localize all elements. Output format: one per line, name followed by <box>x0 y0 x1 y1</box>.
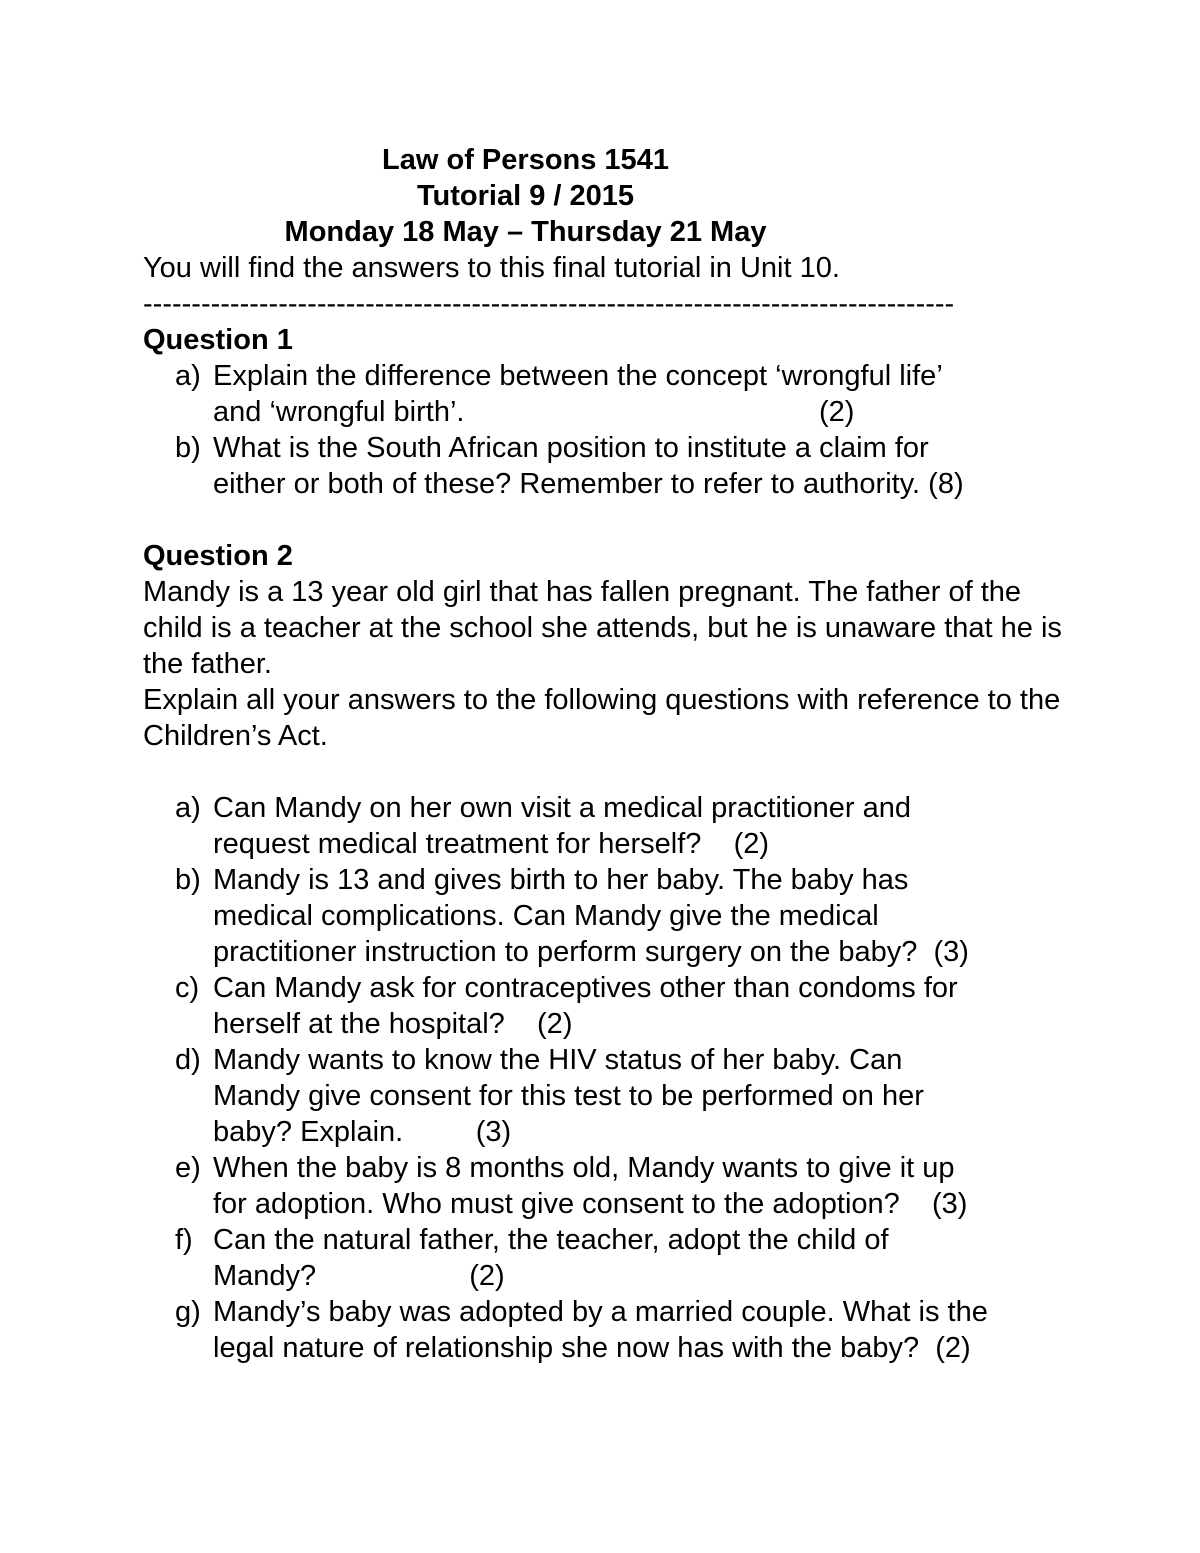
question-2-list <box>143 790 1063 1366</box>
document-page <box>143 142 1063 1366</box>
item-label: d) <box>175 1044 201 1076</box>
tutorial-number: Tutorial 9 / 2015 <box>416 180 635 212</box>
item-label: g) <box>175 1296 201 1328</box>
item-text: Explain the difference between the concept ‘wrongful life’ and ‘wrongful birth’. (2) <box>213 360 943 428</box>
tutorial-dates: Monday 18 May – Thursday 21 May <box>284 216 767 248</box>
intro-text: You will find the answers to this final tutorial in Unit 10. <box>143 252 840 284</box>
item-label: a) <box>175 792 201 824</box>
item-label: a) <box>175 360 201 392</box>
question-1-item-a <box>143 358 1028 430</box>
item-text: Mandy is 13 and gives birth to her baby. The baby has medical complications. Can Mandy give the medical practitioner instruction to perform surgery on the baby? (3) <box>213 864 969 968</box>
item-label: b) <box>175 864 201 896</box>
separator-line: ------------------------------------------------------------------------------------ <box>143 288 955 320</box>
item-text: Mandy wants to know the HIV status of her baby. Can Mandy give consent for this test to be performed on her baby? Explain. (3) <box>213 1044 924 1148</box>
question-2-item-e <box>143 1150 1028 1222</box>
item-text: Can Mandy on her own visit a medical practitioner and request medical treatment for herself? (2) <box>213 792 911 860</box>
item-text: When the baby is 8 months old, Mandy wants to give it up for adoption. Who must give consent to the adoption? (3) <box>213 1152 968 1220</box>
item-label: c) <box>175 972 200 1004</box>
item-text: Can the natural father, the teacher, adopt the child of Mandy? (2) <box>213 1224 889 1292</box>
spacer <box>143 502 1063 538</box>
question-2-item-a <box>143 790 1028 862</box>
spacer <box>143 754 1063 790</box>
item-label: f) <box>175 1224 193 1256</box>
question-2-item-f <box>143 1222 1028 1294</box>
question-2-item-c <box>143 970 1028 1042</box>
question-2-instruction: Explain all your answers to the following questions with reference to the Children’s Act. <box>143 684 1061 752</box>
question-2-item-g <box>143 1294 1028 1366</box>
question-1-heading: Question 1 <box>143 324 293 356</box>
item-label: e) <box>175 1152 201 1184</box>
question-2-scenario: Mandy is a 13 year old girl that has fallen pregnant. The father of the child is a teacher at the school she attends, but he is unaware that he is the father. <box>143 576 1062 680</box>
item-label: b) <box>175 432 201 464</box>
question-2-item-b <box>143 862 1028 970</box>
question-2-heading: Question 2 <box>143 540 293 572</box>
item-text: Can Mandy ask for contraceptives other than condoms for herself at the hospital? (2) <box>213 972 958 1040</box>
question-2-item-d <box>143 1042 1028 1150</box>
question-1-item-b <box>143 430 1028 502</box>
course-title: Law of Persons 1541 <box>382 144 669 176</box>
question-1-list <box>143 358 1063 502</box>
item-text: What is the South African position to institute a claim for either or both of these? Remember to refer to authority. (8) <box>213 432 964 500</box>
item-text: Mandy’s baby was adopted by a married couple. What is the legal nature of relationship she now has with the baby? (2) <box>213 1296 988 1364</box>
